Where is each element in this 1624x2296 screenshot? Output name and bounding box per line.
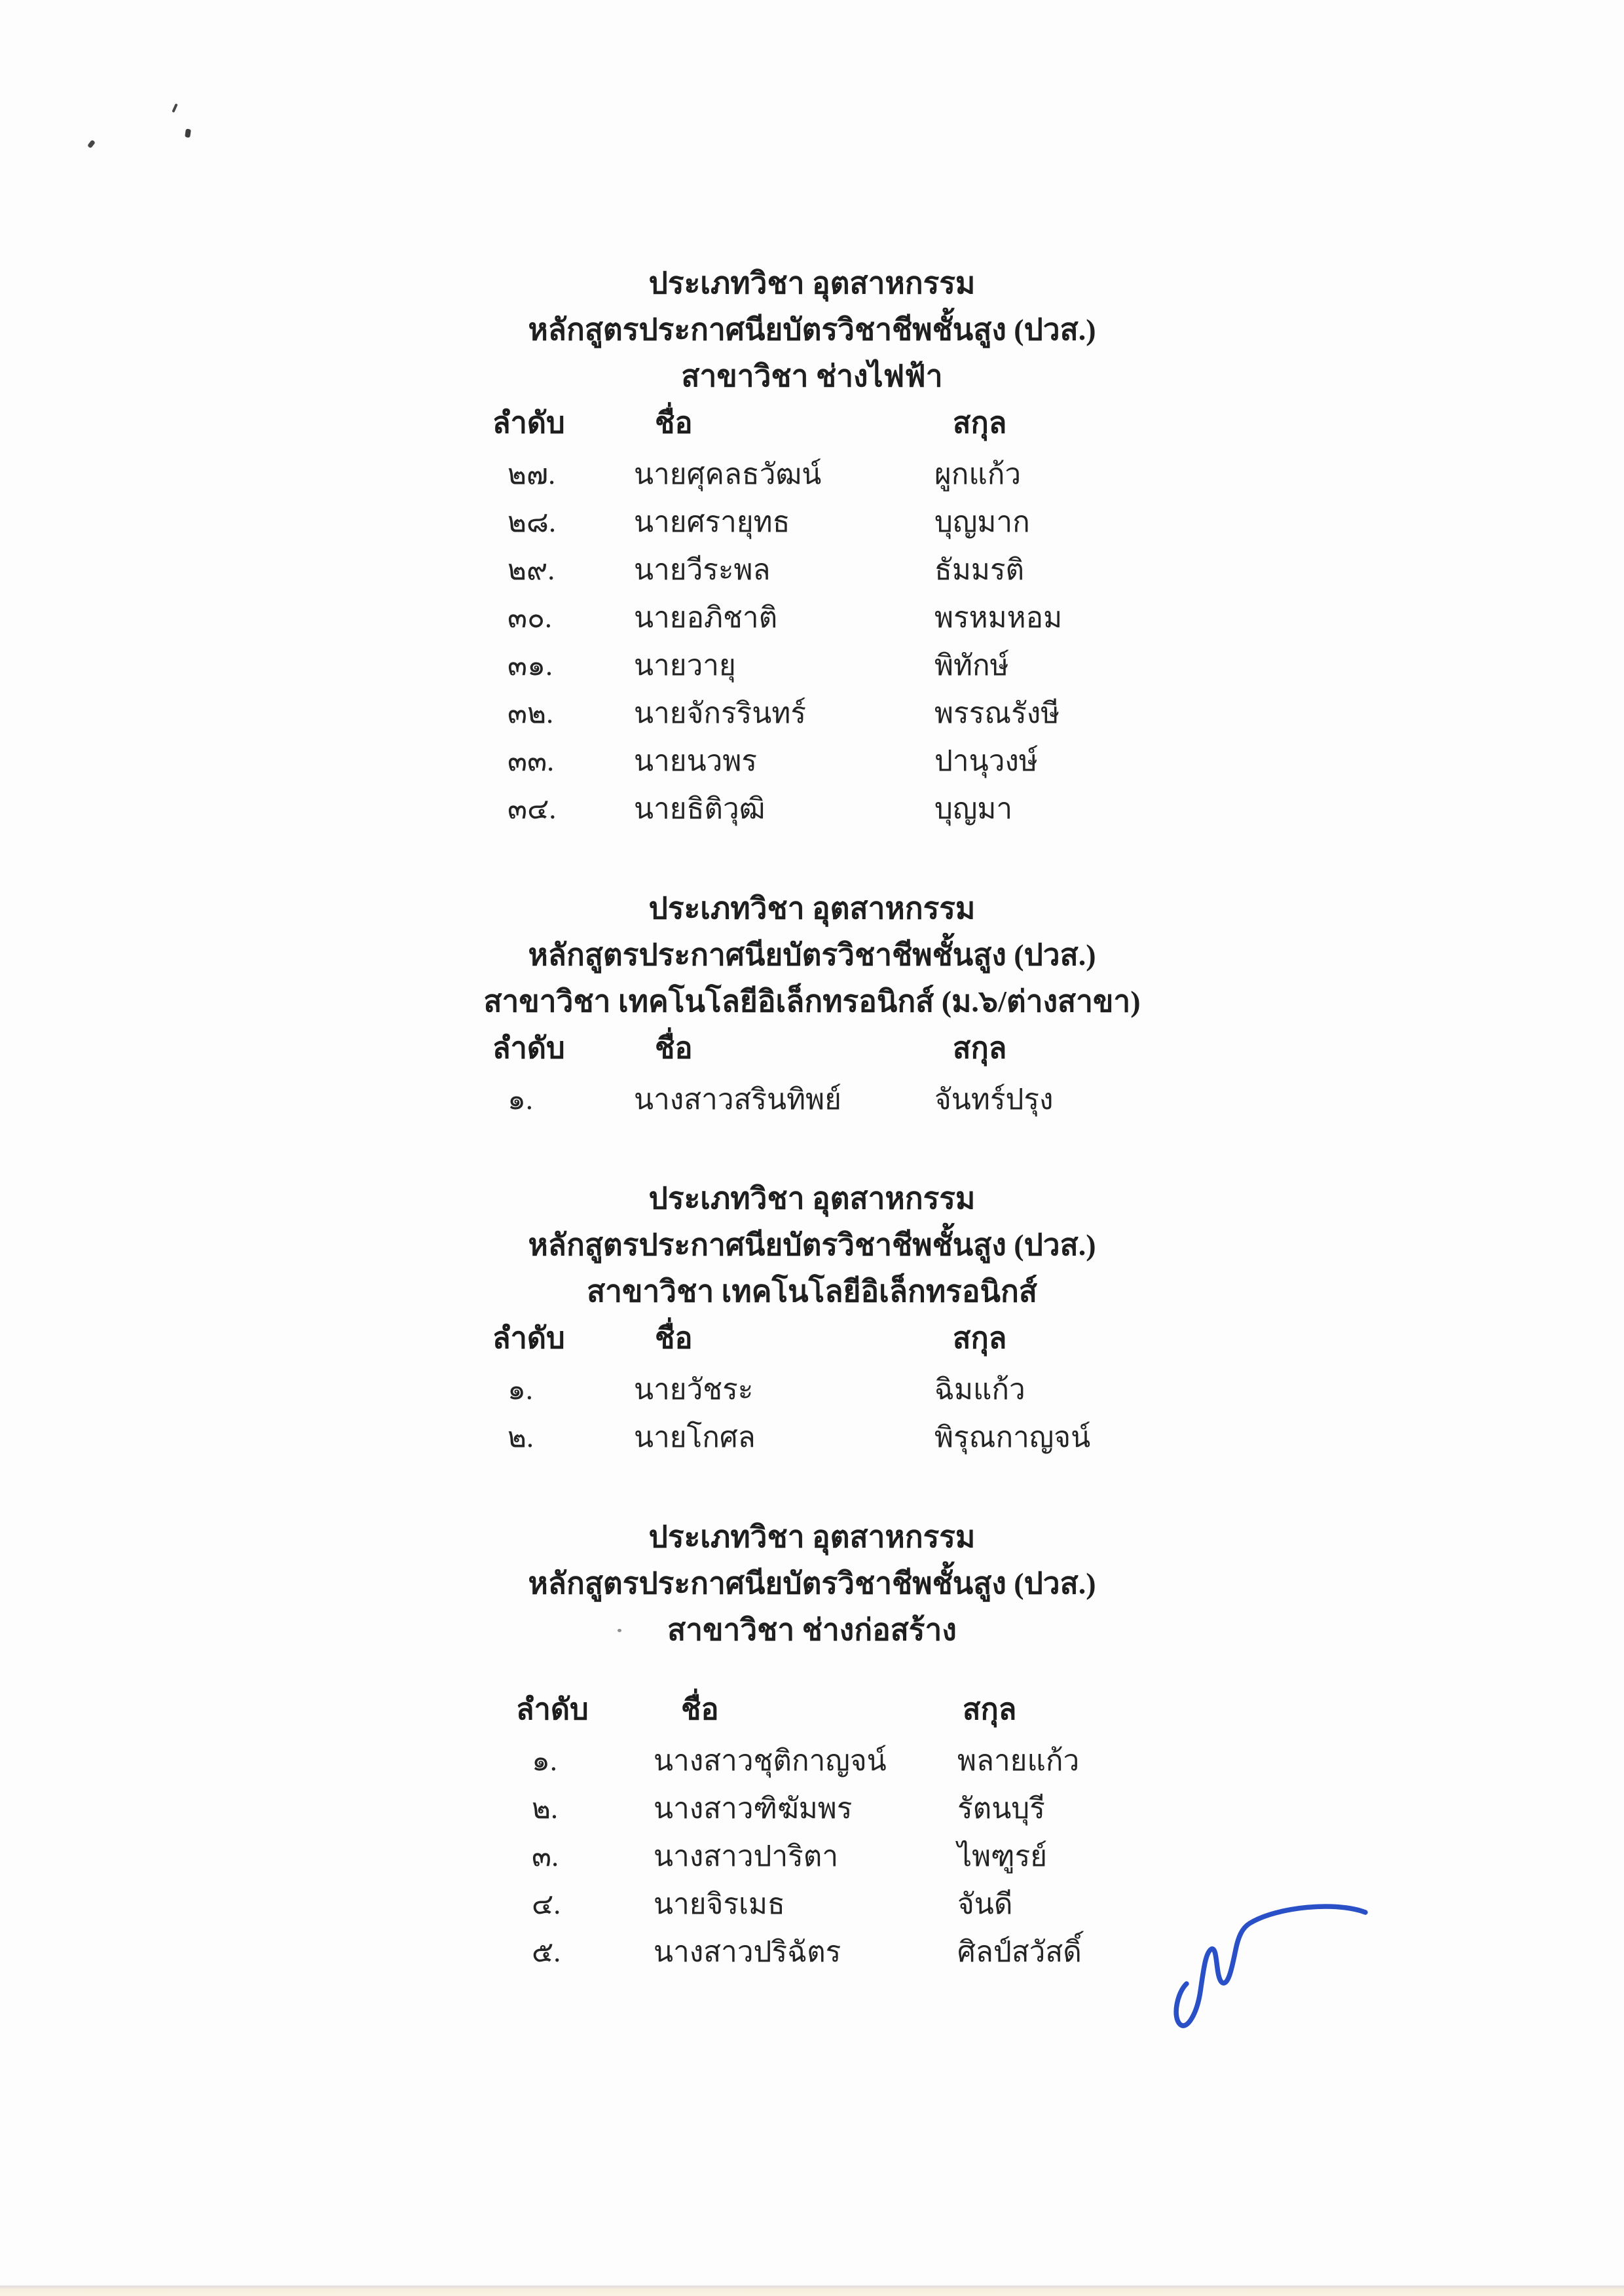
- program-title: หลักสูตรประกาศนียบัตรวิชาชีพชั้นสูง (ปวส.): [528, 313, 1096, 346]
- column-header-surname: สกุล: [953, 1032, 1007, 1065]
- student-no: ๑.: [507, 1374, 533, 1406]
- program-title: หลักสูตรประกาศนียบัตรวิชาชีพชั้นสูง (ปวส.): [528, 1567, 1096, 1600]
- rows: [0, 450, 1624, 833]
- student-surname: พรรณรังษี: [934, 697, 1060, 729]
- student-surname: บุญมาก: [934, 506, 1030, 538]
- category-title: ประเภทวิชา อุตสาหกรรม: [648, 1182, 976, 1215]
- student-no: ๒๘.: [507, 506, 556, 538]
- major-title: สาขาวิชา เทคโนโลยีอิเล็กทรอนิกส์ (ม.๖/ต่างสาขา): [483, 985, 1141, 1018]
- column-header-name: ชื่อ: [655, 1032, 693, 1065]
- student-name: นางสาวปาริตา: [654, 1840, 839, 1872]
- student-no: ๒.: [507, 1421, 534, 1453]
- student-no: ๓.: [532, 1840, 559, 1872]
- student-no: ๓๑.: [507, 649, 553, 682]
- student-name: นางสาวปริฉัตร: [654, 1936, 841, 1968]
- page-bottom-edge: [0, 2286, 1624, 2296]
- student-surname: ธัมมรติ: [934, 554, 1025, 586]
- student-no: ๓๒.: [507, 697, 554, 729]
- student-no: ๔.: [532, 1888, 561, 1920]
- program-title: หลักสูตรประกาศนียบัตรวิชาชีพชั้นสูง (ปวส.): [528, 938, 1096, 972]
- student-surname: พลายแก้ว: [957, 1745, 1080, 1777]
- student-surname: บุญมา: [934, 793, 1013, 825]
- student-row: [0, 1413, 1624, 1461]
- category-title: ประเภทวิชา อุตสาหกรรม: [648, 266, 976, 300]
- student-surname: รัตนบุรี: [957, 1793, 1045, 1825]
- major-title: สาขาวิชา ช่างก่อสร้าง: [667, 1613, 957, 1647]
- student-row: [0, 1076, 1624, 1123]
- student-row: [0, 594, 1624, 642]
- student-surname: ปานุวงษ์: [934, 745, 1038, 777]
- subject-section: [0, 885, 1624, 1123]
- student-no: ๕.: [532, 1936, 561, 1968]
- student-name: นายธิติวุฒิ: [634, 793, 766, 825]
- student-name: นายศรายุทธ: [634, 506, 790, 538]
- column-header-order: ลำดับ: [492, 407, 565, 439]
- student-row: [0, 737, 1624, 785]
- rows: [0, 1366, 1624, 1461]
- column-header-name: ชื่อ: [655, 407, 693, 439]
- student-row: [0, 689, 1624, 737]
- program-title: หลักสูตรประกาศนียบัตรวิชาชีพชั้นสูง (ปวส.): [528, 1228, 1096, 1262]
- student-surname: จันดี: [957, 1888, 1013, 1920]
- student-surname: ฉิมแก้ว: [934, 1374, 1025, 1406]
- column-header-order: ลำดับ: [492, 1032, 565, 1065]
- student-name: นายวายุ: [634, 649, 736, 682]
- student-name: นายจักรรินทร์: [634, 697, 806, 729]
- subject-section: [0, 1175, 1624, 1461]
- student-row: [0, 498, 1624, 546]
- student-name: นางสาวฑิฆัมพร: [654, 1793, 853, 1825]
- scan-dot: [618, 1629, 621, 1632]
- student-row: [0, 1785, 1624, 1832]
- student-no: ๒๙.: [507, 554, 555, 586]
- table-header: [0, 403, 1624, 443]
- student-row: [0, 1880, 1624, 1928]
- student-surname: พิทักษ์: [934, 649, 1009, 682]
- category-title: ประเภทวิชา อุตสาหกรรม: [648, 1520, 976, 1554]
- student-row: [0, 1366, 1624, 1413]
- student-name: นายอภิชาติ: [634, 602, 778, 634]
- column-header-order: ลำดับ: [516, 1693, 589, 1726]
- major-title: สาขาวิชา เทคโนโลยีอิเล็กทรอนิกส์: [587, 1275, 1037, 1308]
- student-row: [0, 1832, 1624, 1880]
- student-surname: พิรุณกาญจน์: [934, 1421, 1091, 1453]
- student-name: นายจิรเมธ: [654, 1888, 785, 1920]
- student-surname: จันทร์ปรุง: [934, 1084, 1054, 1116]
- student-no: ๓๐.: [507, 602, 552, 634]
- scan-speck: [172, 103, 177, 113]
- student-name: นายโกศล: [634, 1421, 756, 1453]
- student-name: นายศุคลธวัฒน์: [634, 458, 822, 490]
- student-surname: ศิลป์สวัสดิ์: [957, 1936, 1082, 1968]
- student-row: [0, 546, 1624, 594]
- major-title: สาขาวิชา ช่างไฟฟ้า: [681, 359, 943, 393]
- student-row: [0, 785, 1624, 833]
- student-row: [0, 1928, 1624, 1976]
- student-surname: ผูกแก้ว: [934, 458, 1022, 490]
- column-header-surname: สกุล: [953, 1322, 1007, 1355]
- column-header-surname: สกุล: [963, 1693, 1017, 1726]
- column-header-name: ชื่อ: [681, 1693, 719, 1726]
- student-surname: พรหมหอม: [934, 602, 1063, 634]
- scan-speck: [87, 139, 96, 149]
- subject-section: [0, 260, 1624, 833]
- student-no: ๓๓.: [507, 745, 555, 777]
- table-header: [0, 1029, 1624, 1068]
- student-name: นางสาวสรินทิพย์: [634, 1084, 841, 1116]
- student-row: [0, 642, 1624, 689]
- rows: [0, 1737, 1624, 1976]
- student-no: ๑.: [532, 1745, 557, 1777]
- student-row: [0, 450, 1624, 498]
- student-name: นางสาวชุติกาญจน์: [654, 1745, 887, 1777]
- subject-section: [0, 1514, 1624, 1976]
- column-header-order: ลำดับ: [492, 1322, 565, 1355]
- rows: [0, 1076, 1624, 1123]
- scan-speck: [185, 129, 191, 138]
- student-name: นายวัชระ: [634, 1374, 754, 1406]
- column-header-name: ชื่อ: [655, 1322, 693, 1355]
- student-surname: ไพฑูรย์: [957, 1840, 1048, 1872]
- student-row: [0, 1737, 1624, 1785]
- student-no: ๓๔.: [507, 793, 557, 825]
- student-no: ๑.: [507, 1084, 533, 1116]
- category-title: ประเภทวิชา อุตสาหกรรม: [648, 892, 976, 925]
- student-no: ๒๗.: [507, 458, 556, 490]
- column-header-surname: สกุล: [953, 407, 1007, 439]
- student-name: นายวีระพล: [634, 554, 771, 586]
- table-header: [0, 1690, 1624, 1729]
- student-no: ๒.: [532, 1793, 559, 1825]
- student-name: นายนวพร: [634, 745, 757, 777]
- table-header: [0, 1319, 1624, 1358]
